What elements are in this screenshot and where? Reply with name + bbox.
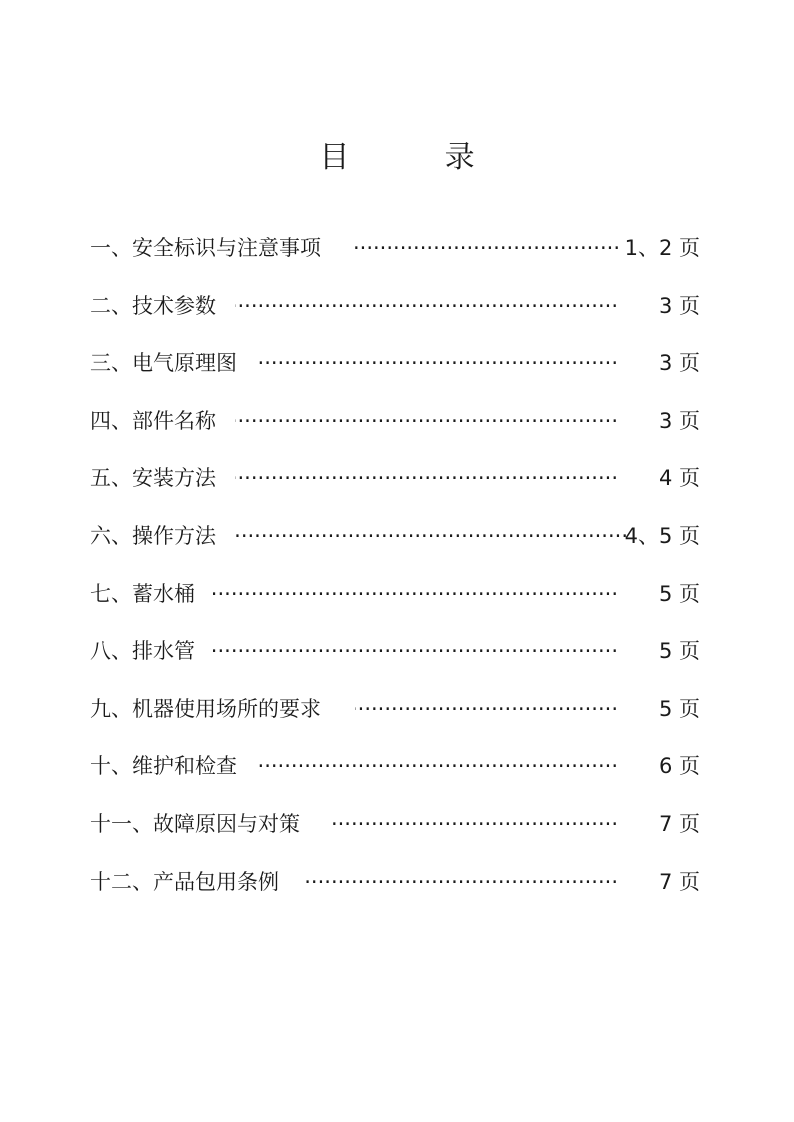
toc-entry-page: 7 页 bbox=[658, 869, 700, 894]
toc-entry-label: 三、电气原理图 bbox=[90, 351, 237, 376]
toc-entry-page: 3 页 bbox=[658, 408, 700, 433]
toc-entry-specs bbox=[90, 288, 710, 346]
dot-leader bbox=[258, 748, 618, 784]
toc-entry-label: 十一、故障原因与对策 bbox=[90, 811, 300, 836]
toc-entry-label: 一、安全标识与注意事项 bbox=[90, 236, 321, 260]
dot-leader bbox=[235, 403, 618, 439]
dot-leader bbox=[355, 230, 620, 266]
toc-entry-install bbox=[90, 460, 710, 518]
toc-entry-water-tank bbox=[90, 576, 710, 634]
dot-leader bbox=[355, 691, 618, 727]
toc-entry-parts bbox=[90, 403, 710, 461]
toc-entry-label: 七、蓄水桶 bbox=[90, 581, 195, 606]
toc-entry-page: 1、2 页 bbox=[624, 236, 700, 260]
toc-entry-warranty bbox=[90, 864, 710, 922]
toc-entry-page: 3 页 bbox=[658, 351, 700, 376]
toc-entry-page: 4 页 bbox=[658, 466, 700, 491]
toc-entry-label: 八、排水管 bbox=[90, 639, 195, 664]
dot-leader bbox=[235, 460, 618, 496]
toc-entry-label: 二、技术参数 bbox=[90, 293, 216, 318]
toc-entry-label: 九、机器使用场所的要求 bbox=[90, 696, 321, 721]
dot-leader bbox=[235, 288, 618, 324]
toc-entry-circuit bbox=[90, 345, 710, 403]
dot-leader bbox=[212, 633, 618, 669]
page-title: 目 录 bbox=[319, 140, 475, 175]
toc-entry-page: 3 页 bbox=[658, 293, 700, 318]
toc-entry-page: 5 页 bbox=[658, 581, 700, 606]
toc-entry-site-requirements bbox=[90, 691, 710, 749]
dot-leader bbox=[306, 864, 618, 900]
toc-entry-page: 5 页 bbox=[658, 639, 700, 664]
toc-entry-maintenance bbox=[90, 748, 710, 806]
toc-entry-drain-pipe bbox=[90, 633, 710, 691]
toc-entry-label: 四、部件名称 bbox=[90, 408, 216, 433]
toc-entry-label: 五、安装方法 bbox=[90, 466, 216, 491]
toc-entry-label: 六、操作方法 bbox=[90, 523, 216, 548]
toc-entry-troubleshooting bbox=[90, 806, 710, 864]
table-of-contents bbox=[90, 230, 710, 921]
toc-entry-label: 十、维护和检查 bbox=[90, 754, 237, 779]
toc-entry-page: 5 页 bbox=[658, 696, 700, 721]
dot-leader bbox=[235, 518, 628, 554]
toc-entry-safety bbox=[90, 230, 710, 288]
toc-entry-operation bbox=[90, 518, 710, 576]
toc-entry-page: 4、5 页 bbox=[624, 523, 700, 548]
toc-entry-page: 6 页 bbox=[658, 754, 700, 779]
dot-leader bbox=[330, 806, 618, 842]
dot-leader bbox=[212, 576, 618, 612]
toc-entry-label: 十二、产品包用条例 bbox=[90, 869, 279, 894]
dot-leader bbox=[258, 345, 618, 381]
toc-entry-page: 7 页 bbox=[658, 811, 700, 836]
